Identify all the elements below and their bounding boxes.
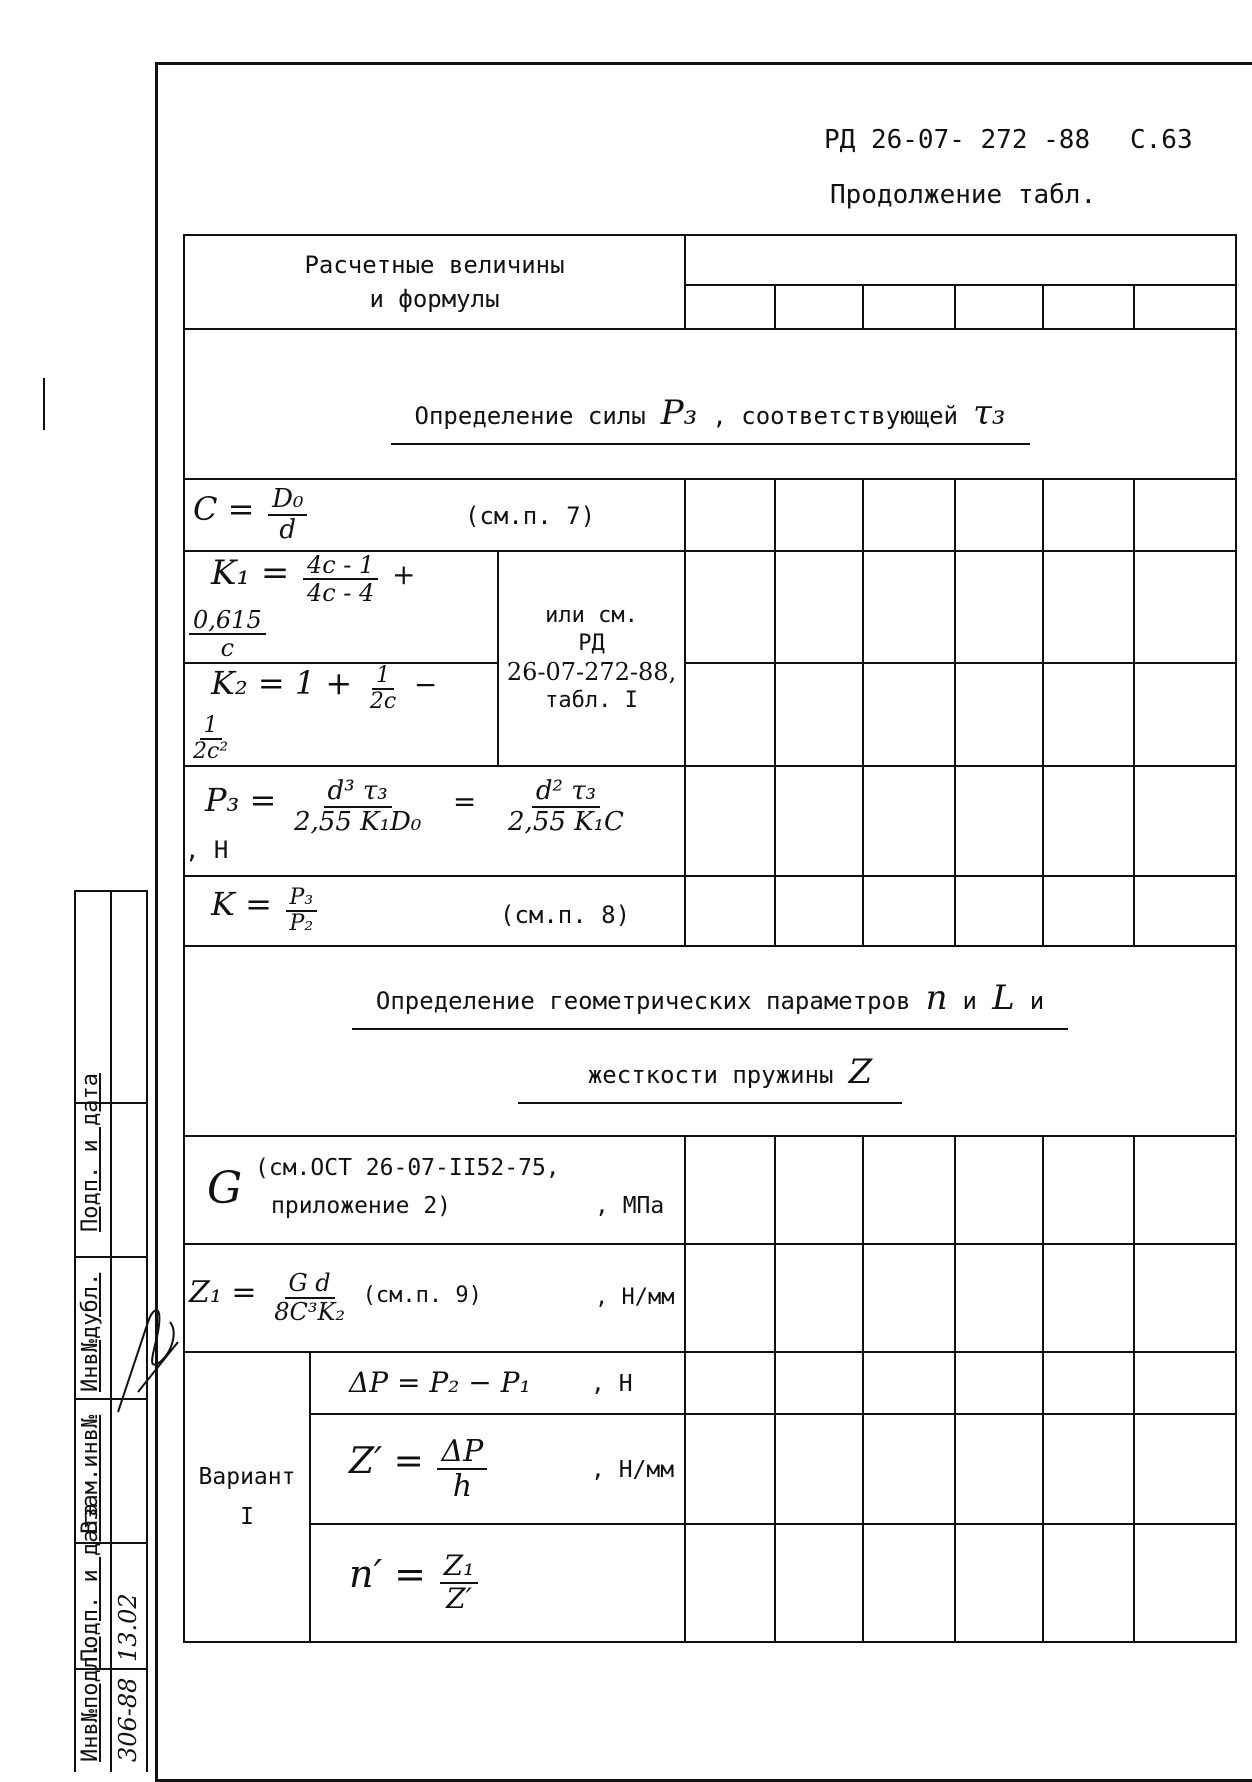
value-cell: [1043, 1524, 1134, 1642]
row-k-note-line: РД: [578, 630, 605, 656]
row-k-note-line: табл. I: [545, 688, 638, 714]
head-label-line2: и формулы: [369, 285, 500, 313]
value-cell: [685, 766, 775, 876]
section2-sym-n: n: [925, 977, 948, 1018]
row-c-ref: (см.п. 7): [465, 502, 596, 530]
signature-mark: [108, 1292, 188, 1422]
value-cell: [775, 479, 863, 551]
row-dp-formula: [310, 1352, 685, 1414]
row-z1-den: 8C³K₂: [274, 1297, 345, 1326]
row-k1-f2-den: c: [220, 634, 235, 663]
row-k-note-line: или см.: [545, 603, 638, 629]
row-zprime-num: ΔP: [437, 1435, 487, 1470]
value-cell: [1134, 876, 1236, 946]
row-k-den: P₂: [289, 910, 314, 936]
value-cell: [775, 876, 863, 946]
value-cell: [955, 1352, 1043, 1414]
row-g-sym: G: [207, 1162, 243, 1214]
value-cell: [775, 1136, 863, 1244]
value-cell: [863, 663, 955, 766]
stamp-value-date: 13.02: [114, 1593, 142, 1662]
value-cell: [955, 1244, 1043, 1352]
section1-text-b: , соответствующей: [712, 402, 958, 430]
value-cell: [775, 663, 863, 766]
stamp-label-inv-podl: Инв№подл.: [78, 1642, 103, 1762]
row-p3-f1-den: 2,55 K₁D₀: [293, 806, 422, 837]
row-p3-formula: [184, 766, 685, 876]
value-cell: [775, 1414, 863, 1524]
row-k2-fraction2: [189, 714, 232, 764]
value-cell: [1134, 766, 1236, 876]
value-cell: [955, 766, 1043, 876]
section2-sym-z: Z: [848, 1051, 873, 1092]
row-zprime-fraction: [437, 1435, 487, 1503]
row-z1-ref: (см.п. 9): [362, 1283, 482, 1309]
value-cell: [1134, 479, 1236, 551]
section2-text-b: жесткости пружины: [587, 1060, 834, 1089]
row-k1-fraction1: [303, 552, 378, 607]
value-cell: [685, 551, 775, 663]
row-p3-f2-den: 2,55 K₁C: [508, 806, 624, 837]
variant-label: Вариант: [198, 1463, 296, 1490]
value-cell: [685, 479, 775, 551]
row-zprime-den: h: [452, 1468, 473, 1504]
value-cell: [685, 1352, 775, 1414]
stamp-label-inv-dubl: Инв№дубл.: [78, 1272, 103, 1392]
row-k2-minus: −: [413, 667, 438, 701]
row-p3-f2-num: d² τ₃: [532, 777, 600, 808]
row-k-lhs: K =: [211, 885, 272, 924]
section2-and: и: [962, 986, 977, 1015]
stamp-divider: [74, 1256, 148, 1258]
doc-code: РД 26-07- 272 -88: [824, 125, 1091, 155]
value-cell: [1043, 1136, 1134, 1244]
value-cell: [955, 1524, 1043, 1642]
section1-text-a: Определение силы: [414, 402, 646, 430]
value-cell: [685, 1524, 775, 1642]
value-cell: [863, 876, 955, 946]
value-cell: [685, 1414, 775, 1524]
row-k1-formula: [184, 551, 498, 663]
value-cell: [955, 876, 1043, 946]
row-k2-f2-den: 2c²: [193, 739, 229, 765]
row-p3-fraction1: [290, 777, 425, 836]
value-cell: [685, 1136, 775, 1244]
section2-sym-l: L: [992, 977, 1015, 1018]
value-cell: [775, 1244, 863, 1352]
section1-sym-tau: τ₃: [973, 393, 1006, 433]
calculation-table: [183, 234, 1237, 1643]
row-z1-unit: , Н/мм: [595, 1284, 675, 1310]
row-c-lhs: C =: [193, 489, 255, 528]
row-k-fraction: [286, 886, 318, 936]
section2-and2: и: [1029, 986, 1045, 1015]
side-stamp: [74, 890, 148, 1772]
row-p3-lhs: P₃ =: [205, 781, 277, 820]
value-cell: [863, 1352, 955, 1414]
row-k-ref: (см.п. 8): [500, 900, 631, 929]
row-k2-f1-den: 2c: [369, 689, 397, 715]
row-nprime-formula: [310, 1524, 685, 1642]
row-dp-unit: , Н: [591, 1370, 633, 1397]
row-zprime-unit: , Н/мм: [591, 1456, 675, 1483]
value-cell: [955, 551, 1043, 663]
value-cell: [685, 663, 775, 766]
row-k-note-line: 26-07-272-88,: [506, 658, 677, 687]
row-z1-lhs: Z₁ =: [189, 1275, 257, 1311]
section1-title: [184, 329, 1236, 479]
row-dp-expr: ΔP = P₂ − P₁: [349, 1366, 531, 1400]
row-k1-plus: +: [391, 557, 416, 591]
continuation-label: Продолжение табл.: [830, 180, 1097, 210]
row-k2-fraction1: [366, 664, 400, 714]
value-cell: [1043, 876, 1134, 946]
section2-text-a: Определение геометрических параметров: [375, 986, 911, 1015]
row-p3-eq: =: [452, 785, 477, 819]
row-k1-lhs: K₁ =: [211, 552, 290, 593]
row-g-line2: приложение 2): [271, 1192, 452, 1219]
row-g-line1: (см.ОСТ 26-07-II52-75,: [255, 1154, 560, 1181]
row-z1-num: G d: [285, 1270, 335, 1298]
stamp-label-vzam: Взам.инв№: [78, 1414, 103, 1534]
value-cell: [1043, 1414, 1134, 1524]
row-c-fraction: [268, 485, 307, 544]
row-nprime-den: Z′: [446, 1581, 472, 1615]
variant-label-cell: [184, 1352, 310, 1642]
stamp-label-sign-date: Подп. и дата: [78, 1503, 103, 1662]
value-cell: [1134, 1414, 1236, 1524]
row-p3-fraction2: [504, 777, 628, 836]
stamp-label-sign-date-2: Подп. и дата: [78, 1073, 103, 1232]
value-cell: [1043, 766, 1134, 876]
value-cell: [685, 1244, 775, 1352]
head-cell: [955, 285, 1043, 329]
value-cell: [1043, 551, 1134, 663]
value-cell: [775, 1524, 863, 1642]
head-cell: [685, 285, 775, 329]
value-cell: [1043, 663, 1134, 766]
row-k2-lhs: K₂ = 1 +: [211, 663, 353, 702]
row-nprime-lhs: n′ =: [349, 1552, 427, 1597]
head-cell: [775, 285, 863, 329]
head-cell: [863, 285, 955, 329]
value-cell: [955, 663, 1043, 766]
value-cell: [775, 551, 863, 663]
row-k1-f1-den: 4c - 4: [306, 579, 375, 608]
stamp-value-inv: 306-88: [114, 1677, 142, 1762]
row-nprime-num: Z₁: [440, 1551, 479, 1584]
value-cell: [1043, 1244, 1134, 1352]
row-g-formula: [184, 1136, 685, 1244]
row-c-den: d: [279, 515, 297, 545]
head-cell: [1043, 285, 1134, 329]
head-cell: [1134, 285, 1236, 329]
row-k2-formula: [184, 663, 498, 766]
value-cell: [1134, 551, 1236, 663]
row-p3-unit: , Н: [185, 836, 229, 865]
value-cell: [1134, 1244, 1236, 1352]
value-cell: [685, 876, 775, 946]
row-k-note: [498, 551, 685, 766]
row-c-num: D₀: [268, 485, 307, 516]
variant-number: I: [240, 1503, 254, 1530]
value-cell: [1043, 479, 1134, 551]
value-cell: [863, 551, 955, 663]
head-label-line1: Расчетные величины: [304, 251, 565, 279]
value-cell: [1043, 1352, 1134, 1414]
row-k2-f2-num: 1: [200, 714, 222, 740]
row-k1-f1-num: 4c - 1: [303, 552, 378, 580]
value-cell: [1134, 1524, 1236, 1642]
value-cell: [1134, 1136, 1236, 1244]
row-k-formula: [184, 876, 685, 946]
value-cell: [863, 1414, 955, 1524]
row-z1-formula: [184, 1244, 685, 1352]
row-k-num: P₃: [286, 886, 318, 912]
value-cell: [863, 1136, 955, 1244]
row-zprime-formula: [310, 1414, 685, 1524]
value-cell: [863, 479, 955, 551]
row-k1-f2-num: 0,615: [189, 607, 266, 635]
row-c-formula: [184, 479, 685, 551]
section1-sym-p: P₃: [660, 393, 698, 433]
row-p3-f1-num: d³ τ₃: [324, 777, 392, 808]
value-cell: [863, 1244, 955, 1352]
value-cell: [1134, 1352, 1236, 1414]
value-cell: [1134, 663, 1236, 766]
row-zprime-lhs: Z′ =: [349, 1441, 424, 1483]
head-value-group: [685, 235, 1236, 285]
value-cell: [955, 1414, 1043, 1524]
margin-mark: [43, 378, 45, 430]
section2-title: [184, 946, 1236, 1136]
row-k1-fraction2: [189, 607, 266, 662]
value-cell: [863, 1524, 955, 1642]
row-z1-fraction: [270, 1270, 349, 1325]
value-cell: [775, 766, 863, 876]
row-k2-f1-num: 1: [372, 664, 394, 690]
page-number: С.63: [1130, 125, 1193, 155]
value-cell: [863, 766, 955, 876]
row-g-unit: , МПа: [595, 1192, 665, 1219]
value-cell: [955, 479, 1043, 551]
table-head-label: [184, 235, 685, 329]
value-cell: [955, 1136, 1043, 1244]
value-cell: [775, 1352, 863, 1414]
row-nprime-fraction: [440, 1548, 479, 1615]
